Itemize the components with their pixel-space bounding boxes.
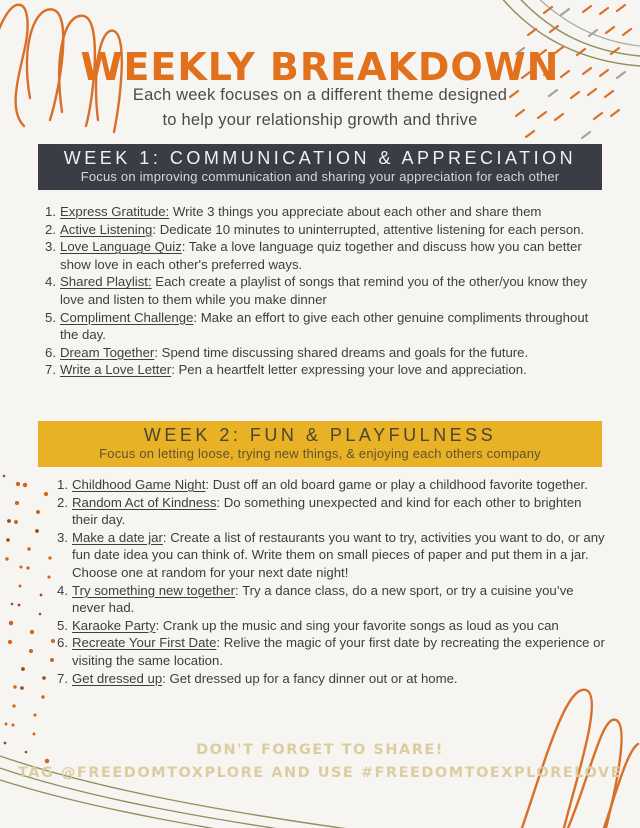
list-item-text: : Get dressed up for a fancy dinner out or at home. xyxy=(162,670,458,686)
week1-subheading: Focus on improving communication and sharing your appreciation for each other xyxy=(80,169,560,184)
list-item xyxy=(38,203,606,221)
page-subtitle-line1: Each week focuses on a different theme designed xyxy=(132,86,508,104)
week2-heading: WEEK 2: FUN & PLAYFULNESS xyxy=(143,425,497,445)
list-item-label: Childhood Game Night xyxy=(72,477,206,492)
list-item-label: Love Language Quiz xyxy=(60,239,182,255)
list-item xyxy=(50,617,608,635)
week2-banner xyxy=(38,421,602,467)
list-item-label: Get dressed up xyxy=(72,670,163,686)
page-subtitle xyxy=(0,83,640,133)
list-item-text: : Dust off an old board game or play a childhood favorite together. xyxy=(205,477,588,492)
list-item-label: Dream Together xyxy=(60,344,155,360)
footer-line1: DON'T FORGET TO SHARE! xyxy=(196,742,444,758)
list-item xyxy=(50,476,608,494)
list-item xyxy=(38,309,606,344)
list-item xyxy=(50,670,608,688)
list-item-label: Make a date jar xyxy=(72,529,163,545)
list-item xyxy=(38,273,606,308)
list-item-label: Karaoke Party xyxy=(72,617,156,633)
list-item-text: : Make an effort to give each other genuine compliments throughout the day. xyxy=(60,309,589,343)
list-item xyxy=(50,494,608,529)
page-subtitle-line2: to help your relationship growth and thrive xyxy=(162,111,478,129)
list-item-text: : Dedicate 10 minutes to uninterrupted, attentive listening for each person. xyxy=(152,221,585,237)
list-item-label: Random Act of Kindness xyxy=(72,494,217,510)
list-item-text: : Crank up the music and sing your favorite songs as loud as you can xyxy=(155,617,559,633)
list-item-label: Active Listening xyxy=(60,221,153,237)
list-item xyxy=(38,238,606,273)
list-item-label: Recreate Your First Date xyxy=(72,635,217,651)
list-item-label: Write a Love Letter xyxy=(60,362,172,378)
list-item-text: : Try a dance class, do a new sport, or try a cuisine you’ve never had. xyxy=(72,582,574,616)
list-item-text: : Create a list of restaurants you want to try, activities you want to do, or any fun date idea you can think of. Write them on small pieces of paper and put them in a jar. Choose one at random for your next date night! xyxy=(72,529,605,580)
footer-line2: TAG @FREEDOMTOXPLORE AND USE #FREEDOMTOEXPLORELOVE xyxy=(17,765,623,781)
share-footer xyxy=(0,739,640,785)
list-item-label: Shared Playlist: xyxy=(60,274,152,290)
list-item-text: Write 3 things you appreciate about each other and share them xyxy=(169,204,542,219)
list-item-text: : Pen a heartfelt letter expressing your love and appreciation. xyxy=(171,362,527,378)
list-item-text: : Take a love language quiz together and discuss how you can better show love in each other's preferred ways. xyxy=(60,239,582,272)
week1-banner xyxy=(38,144,602,190)
week2-subheading: Focus on letting loose, trying new things, & enjoying each others company xyxy=(99,446,541,461)
list-item-text: : Relive the magic of your first date by recreating the experience or visiting the same location. xyxy=(72,635,605,668)
list-item-text: Each create a playlist of songs that remind you of the other/you know they love and listen to them while you make dinner xyxy=(60,274,588,307)
list-item xyxy=(38,361,606,379)
list-item-text: : Spend time discussing shared dreams and goals for the future. xyxy=(154,344,529,360)
week2-list xyxy=(50,476,608,687)
list-item xyxy=(50,582,608,617)
list-item xyxy=(50,634,608,669)
list-item-text: : Do something unexpected and kind for each other to brighten their day. xyxy=(72,494,582,528)
list-item xyxy=(38,344,606,362)
page-title: WEEKLY BREAKDOWN xyxy=(80,45,560,90)
list-item xyxy=(38,221,606,239)
list-item xyxy=(50,529,608,582)
list-item-label: Try something new together xyxy=(72,582,235,598)
list-item-label: Express Gratitude: xyxy=(60,204,170,219)
week1-heading: WEEK 1: COMMUNICATION & APPRECIATION xyxy=(63,148,577,168)
list-item-label: Compliment Challenge xyxy=(60,309,194,325)
week1-list xyxy=(38,203,606,379)
